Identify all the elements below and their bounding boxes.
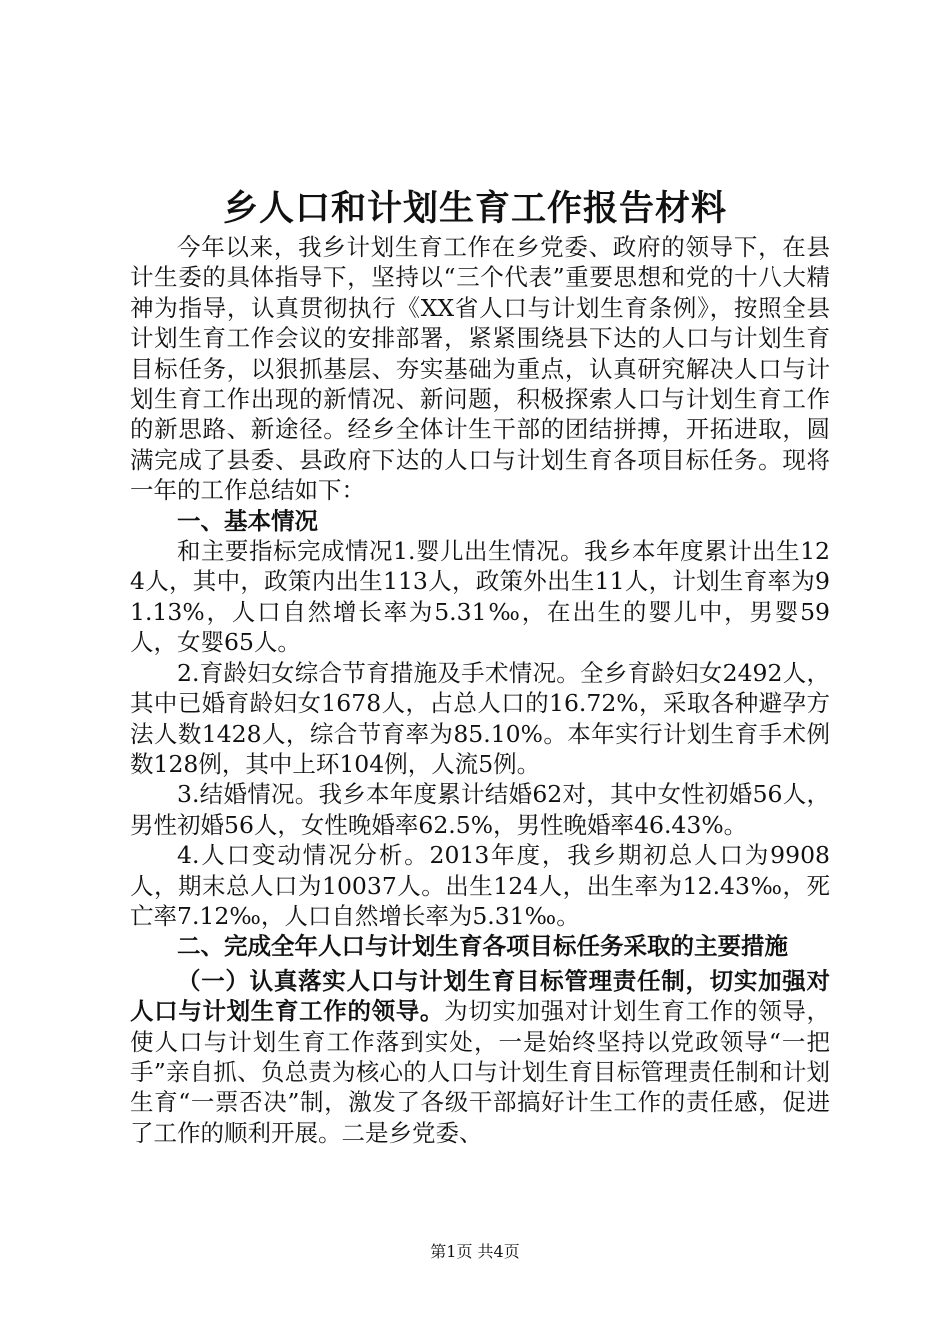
paragraph-contraception: 2.育龄妇女综合节育措施及手术情况。全乡育龄妇女2492人，其中已婚育龄妇女1678人，占总人口的16.72%，采取各种避孕方法人数1428人，综合节育率为85.10%。本年实行计划生育手术例数128例，其中上环104例，人流5例。 — [130, 658, 830, 778]
section-heading-measures: 二、完成全年人口与计划生育各项目标任务采取的主要措施 — [177, 932, 788, 961]
document-body — [130, 232, 830, 1148]
paragraph-population-change: 4.人口变动情况分析。2013年度，我乡期初总人口为9908人，期末总人口为10037人。出生124人，出生率为12.43‰，死亡率7.12‰，人口自然增长率为5.31‰。 — [130, 841, 830, 930]
page-number-footer: 第1页 共4页 — [430, 1242, 520, 1261]
intro-paragraph: 今年以来，我乡计划生育工作在乡党委、政府的领导下，在县计生委的具体指导下，坚持以“三个代表”重要思想和党的十八大精神为指导，认真贯彻执行《XX省人口与计划生育条例》，按照全县计划生育工作会议的安排部署，紧紧围绕县下达的人口与计划生育目标任务，以狠抓基层、夯实基础为重点，认真研究解决人口与计划生育工作出现的新情况、新问题，积极探索人口与计划生育工作的新思路、新途径。经乡全体计生干部的团结拼搏，开拓进取，圆满完成了县委、县政府下达的人口与计划生育各项目标任务。现将一年的工作总结如下： — [130, 233, 830, 505]
paragraph-responsibility-text: 为切实加强对计划生育工作的领导，使人口与计划生育工作落到实处，一是始终坚持以党政领导“一把手”亲自抓、负总责为核心的人口与计划生育目标管理责任制和计划生育“一票否决”制，激发了各级干部搞好计生工作的责任感，促进了工作的顺利开展。二是乡党委、 — [130, 997, 831, 1147]
paragraph-births: 和主要指标完成情况1.婴儿出生情况。我乡本年度累计出生124人，其中，政策内出生113人，政策外出生11人，计划生育率为91.13%，人口自然增长率为5.31‰，在出生的婴儿中，男婴59人，女婴65人。 — [130, 537, 830, 657]
paragraph-marriage: 3.结婚情况。我乡本年度累计结婚62对，其中女性初婚56人，男性初婚56人，女性晚婚率62.5%，男性晚婚率46.43%。 — [130, 780, 830, 839]
document-title: 乡人口和计划生育工作报告材料 — [222, 189, 727, 229]
paragraph-responsibility-system — [130, 966, 830, 1148]
section-heading-basic-situation: 一、基本情况 — [177, 506, 318, 535]
subsection-heading-responsibility: （一）认真落实人口与计划生育目标管理责任制，切实加强对人口与计划生育工作的领导。 — [130, 966, 830, 1026]
